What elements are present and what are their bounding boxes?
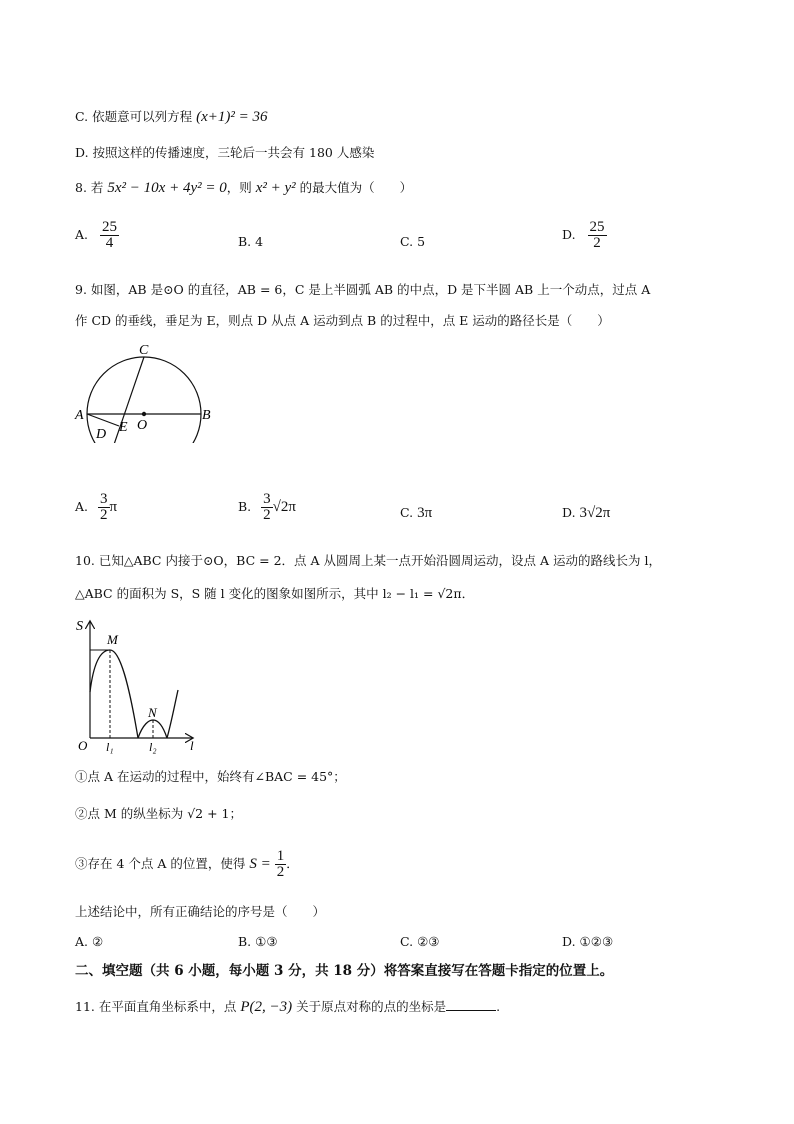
option-text: 3√2π — [579, 505, 611, 521]
label-o: O — [78, 738, 88, 753]
option-tail: √2π — [272, 499, 296, 515]
q10-option-a — [75, 934, 103, 949]
q7-option-d — [75, 144, 374, 162]
q9-stem-line1: 9. 如图，AB 是⊙O 的直径，AB = 6，C 是上半圆弧 AB 的中点，D 是下半圆 AB 上一个动点，过点 A — [75, 282, 651, 297]
label-b: B — [202, 408, 211, 423]
q8-stem — [75, 179, 412, 197]
q7-option-c — [75, 108, 267, 126]
q10-stem-line1: 10. 已知△ABC 内接于⊙O，BC = 2．点 A 从圆周上某一点开始沿圆周运动，设点 A 运动的路线长为 l， — [75, 553, 661, 568]
option-text: ①③ — [255, 934, 278, 949]
label-o: O — [137, 418, 148, 433]
option-label: B. — [238, 234, 252, 249]
label-a: A — [75, 408, 84, 423]
denominator: 2 — [100, 507, 108, 523]
q7-option-c-label: C. — [75, 109, 89, 124]
q7-option-c-text: 依题意可以列方程 — [92, 109, 193, 124]
fraction — [275, 849, 287, 880]
option-label: C. — [400, 505, 414, 520]
section-2-title: 二、填空题（共 6 小题，每小题 3 分，共 18 分）将答案直接写在答题卡指定的位置上。 — [75, 963, 614, 979]
label-c: C — [139, 343, 149, 358]
q10-stem-line2: △ABC 的面积为 S，S 随 l 变化的图象如图所示，其中 l₂ − l₁ = √2π． — [75, 586, 475, 601]
denominator: 4 — [105, 235, 114, 251]
option-label: C. — [400, 234, 414, 249]
q10-option-c — [400, 934, 440, 949]
option-tail: π — [109, 499, 118, 515]
q9-option-c — [400, 505, 432, 522]
numerator: 3 — [100, 491, 108, 507]
label-l1: l₁ — [106, 740, 114, 754]
q9-option-b — [238, 492, 296, 523]
fraction — [588, 220, 607, 251]
fraction — [98, 492, 110, 523]
label-m: M — [107, 632, 118, 647]
q9-option-d — [562, 505, 610, 522]
q10-option-d — [562, 934, 613, 949]
q11-end: . — [496, 999, 501, 1014]
option-text: 4 — [255, 234, 264, 249]
option-label: C. — [400, 934, 414, 949]
label-n: N — [148, 705, 157, 720]
option-label: B. — [238, 499, 252, 514]
option-text: ①②③ — [579, 934, 614, 949]
statement-3-equation: S = — [249, 856, 271, 872]
q8-mid: ，则 — [226, 180, 252, 195]
curve-first-arch — [90, 650, 138, 738]
q10-statement-3 — [75, 846, 299, 882]
option-label: D. — [562, 505, 576, 520]
q11-point: P(2, −3) — [240, 999, 293, 1015]
q9-stem-line2: 作 CD 的垂线，垂足为 E，则点 D 从点 A 运动到点 B 的过程中，点 E 运动的路径长是（ ） — [75, 313, 610, 328]
q9-option-a — [75, 492, 117, 523]
q8-option-c — [400, 234, 425, 249]
q9-figure-label-d — [90, 420, 120, 444]
numerator: 25 — [102, 219, 117, 235]
q7-option-c-equation: (x+1)² = 36 — [196, 109, 268, 125]
q8-option-d — [562, 220, 607, 251]
fraction — [100, 220, 119, 251]
q10-graph — [72, 614, 202, 756]
label-l: l — [190, 738, 194, 753]
label-d: D — [96, 427, 107, 442]
label-l2: l₂ — [149, 740, 157, 754]
denominator: 2 — [276, 864, 285, 880]
option-text: ② — [92, 934, 104, 949]
q10-statement-2: ②点 M 的纵坐标为 √2 + 1； — [75, 806, 243, 821]
q10-option-b — [238, 934, 278, 949]
numerator: 3 — [263, 491, 271, 507]
q11-stem — [75, 998, 500, 1016]
q10-statement-1: ①点 A 在运动的过程中，始终有∠BAC = 45°； — [75, 769, 346, 784]
option-text: 3π — [417, 505, 433, 521]
option-label: A. — [75, 227, 89, 242]
q11-post: 关于原点对称的点的坐标是 — [296, 999, 447, 1014]
q8-suffix: 的最大值为（ ） — [299, 180, 413, 195]
q7-option-d-label: D. — [75, 145, 89, 160]
answer-blank[interactable] — [446, 998, 496, 1011]
option-label: A. — [75, 499, 89, 514]
q8-expression: x² + y² — [255, 180, 296, 196]
statement-3-end: ． — [286, 856, 299, 871]
statement-3-text: ③存在 4 个点 A 的位置，使得 — [75, 856, 246, 871]
label-s: S — [76, 619, 83, 634]
q8-equation: 5x² − 10x + 4y² = 0 — [107, 180, 227, 196]
option-label: D. — [562, 227, 576, 242]
q7-option-d-text: 按照这样的传播速度，三轮后一共会有 180 人感染 — [92, 145, 375, 160]
q8-option-a — [75, 220, 119, 251]
q10-question: 上述结论中，所有正确结论的序号是（ ） — [75, 904, 326, 919]
q8-prefix: 8. 若 — [75, 180, 104, 195]
denominator: 2 — [263, 507, 271, 523]
q8-option-b — [238, 234, 263, 249]
center-o — [142, 412, 146, 416]
fraction — [261, 492, 273, 523]
q11-prefix: 11. 在平面直角坐标系中，点 — [75, 999, 237, 1014]
option-label: B. — [238, 934, 252, 949]
denominator: 2 — [593, 235, 601, 251]
label-e: E — [119, 420, 128, 435]
option-text: 5 — [417, 234, 426, 249]
option-label: A. — [75, 934, 89, 949]
curve-tail — [167, 690, 178, 738]
numerator: 25 — [589, 219, 605, 235]
option-label: D. — [562, 934, 576, 949]
numerator: 1 — [276, 848, 285, 864]
option-text: ②③ — [417, 934, 440, 949]
